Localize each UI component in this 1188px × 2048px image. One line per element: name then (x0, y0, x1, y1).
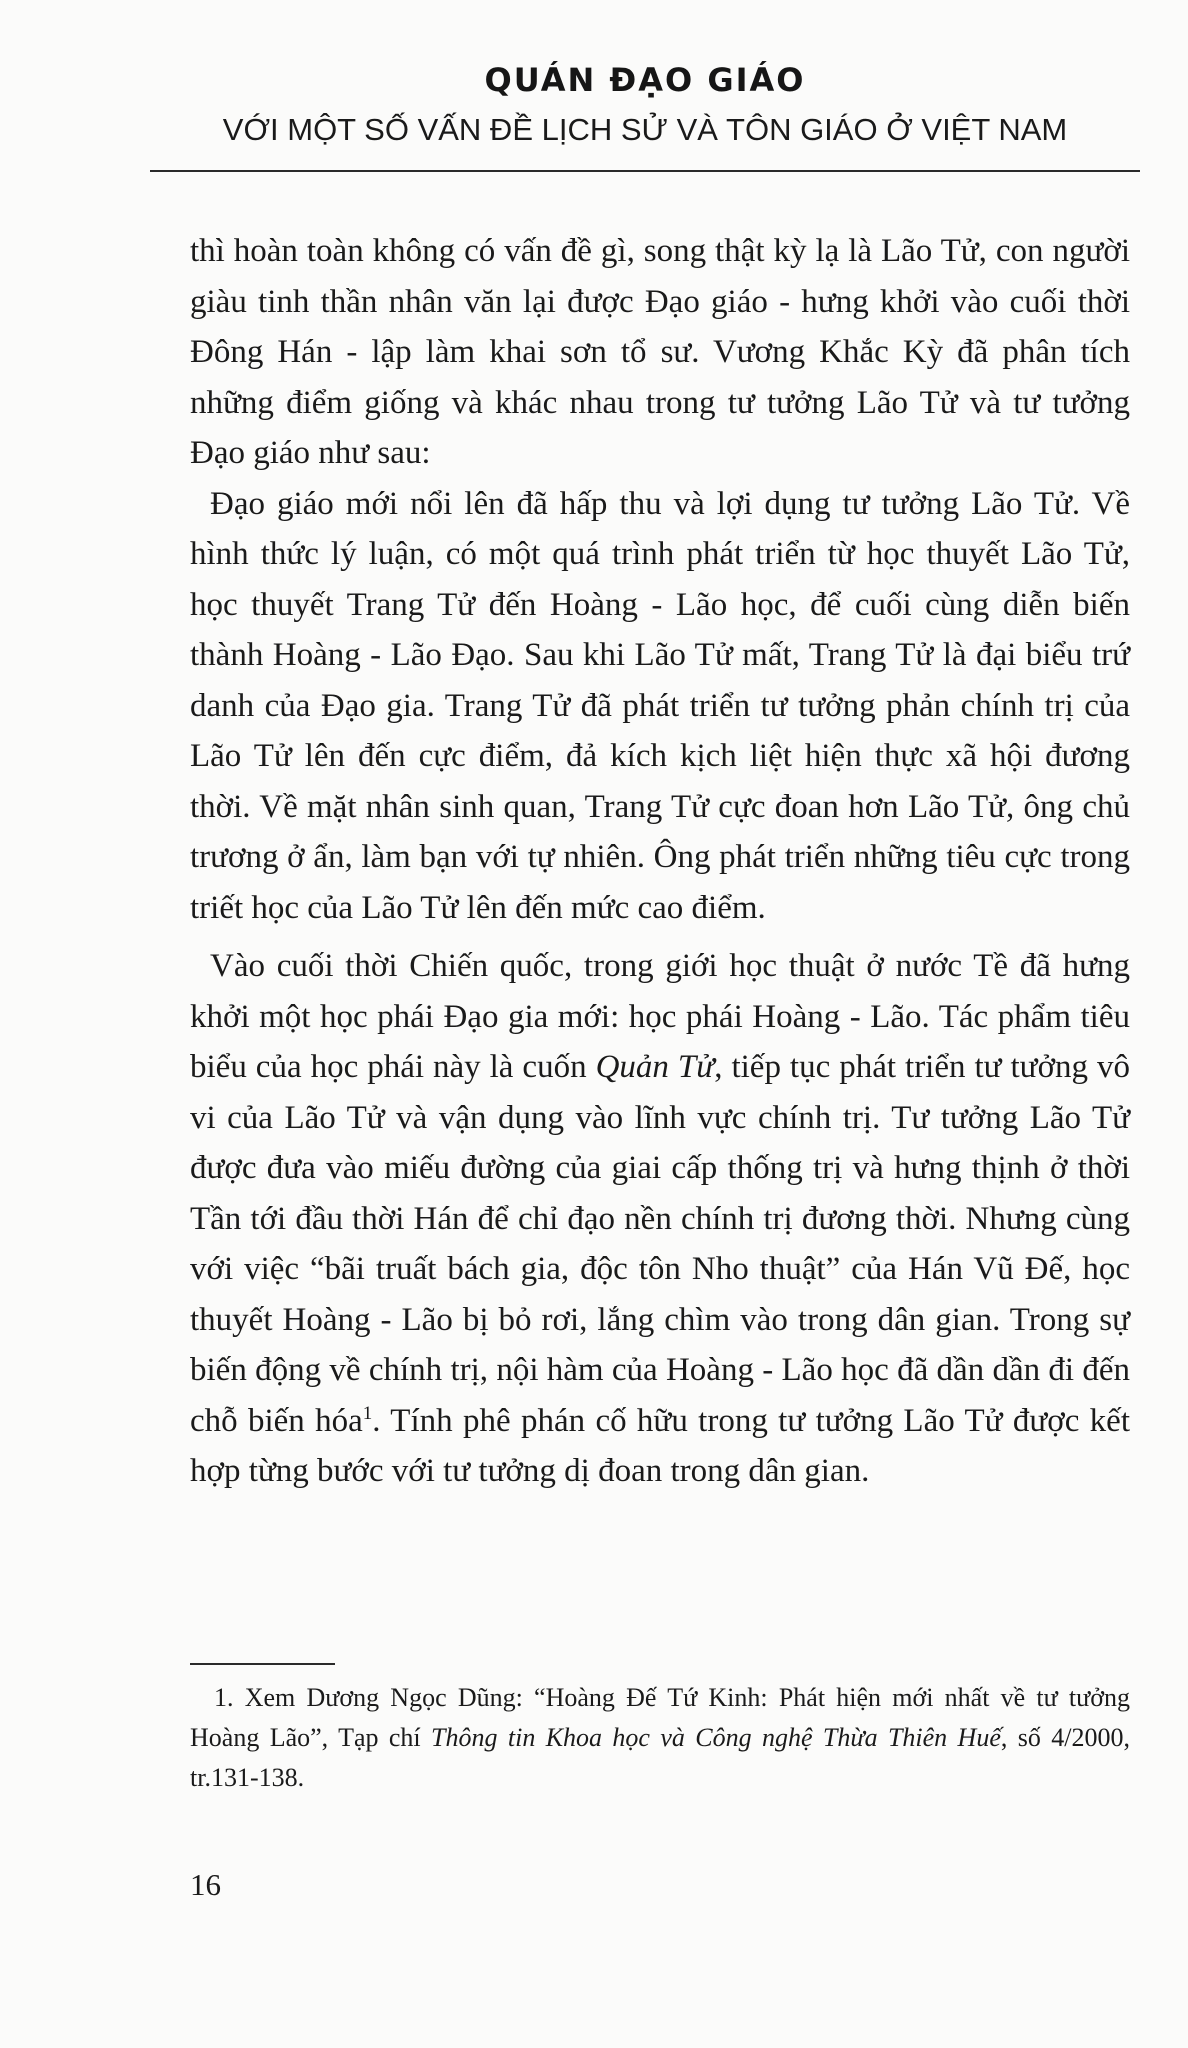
footnote-marker[interactable]: 1 (362, 1402, 373, 1424)
book-subtitle: VỚI MỘT SỐ VẤN ĐỀ LỊCH SỬ VÀ TÔN GIÁO Ở VIỆT NAM (222, 112, 1068, 147)
footnote-divider (190, 1663, 335, 1665)
paragraph-2: Đạo giáo mới nổi lên đã hấp thu và lợi dụng tư tưởng Lão Tử. Về hình thức lý luận, có một quá trình phát triển từ học thuyết Lão Tử, học thuyết Trang Tử đến Hoàng - Lão học, để cuối cùng diễn biến thành Hoàng - Lão Đạo. Sau khi Lão Tử mất, Trang Tử là đại biểu trứ danh của Đạo gia. Trang Tử đã phát triển tư tưởng phản chính trị của Lão Tử lên đến cực điểm, đả kích kịch liệt hiện thực xã hội đương thời. Về mặt nhân sinh quan, Trang Tử cực đoan hơn Lão Tử, ông chủ trương ở ẩn, làm bạn với tự nhiên. Ông phát triển những tiêu cực trong triết học của Lão Tử lên đến mức cao điểm. (190, 485, 1130, 926)
paragraph-3 (190, 941, 1130, 1497)
book-reference-quan-tu: Quản Tử (595, 1049, 715, 1085)
header-divider (150, 170, 1140, 172)
body-text (190, 226, 1130, 1497)
book-title: QUÁN ĐẠO GIÁO (484, 61, 806, 99)
journal-title: Thông tin Khoa học và Công nghệ Thừa Thiên Huế (431, 1723, 1001, 1752)
footnote-part-a: 1. Xem Dương Ngọc Dũng: “Hoàng Đế Tứ Kinh: Phát hiện mới nhất về tư tưởng Hoàng Lão”, Tạp chí (190, 1683, 1130, 1752)
footnote-part-b: , số 4/2000, tr.131-138. (190, 1723, 1130, 1792)
paragraph-1: thì hoàn toàn không có vấn đề gì, song thật kỳ lạ là Lão Tử, con người giàu tinh thần nhân văn lại được Đạo giáo - hưng khởi vào cuối thời Đông Hán - lập làm khai sơn tổ sư. Vương Khắc Kỳ đã phân tích những điểm giống và khác nhau trong tư tưởng Lão Tử và tư tưởng Đạo giáo như sau: (190, 233, 1130, 471)
paragraph-3-part-b: , tiếp tục phát triển tư tưởng vô vi của Lão Tử và vận dụng vào lĩnh vực chính trị. Tư tưởng Lão Tử được đưa vào miếu đường của giai cấp thống trị và hưng thịnh ở thời Tần tới đầu thời Hán để chỉ đạo nền chính trị đương thời. Nhưng cùng với việc “bãi truất bách gia, độc tôn Nho thuật” của Hán Vũ Đế, học thuyết Hoàng - Lão bị bỏ rơi, lắng chìm vào trong dân gian. Trong sự biến động về chính trị, nội hàm của Hoàng - Lão học đã dần dần đi đến chỗ biến hóa (190, 1049, 1131, 1439)
paragraph-3-part-a: Vào cuối thời Chiến quốc, trong giới học thuật ở nước Tề đã hưng khởi một học phái Đạo gia mới: học phái Hoàng - Lão. Tác phẩm tiêu biểu của học phái này là cuốn (190, 948, 1130, 1085)
page-number: 16 (190, 1867, 221, 1902)
footnote (190, 1678, 1130, 1798)
running-header (150, 60, 1140, 152)
footnote-1 (190, 1678, 1130, 1798)
paragraph-3-part-c: . Tính phê phán cố hữu trong tư tưởng Lão Tử được kết hợp từng bước với tư tưởng dị đoan trong dân gian. (190, 1402, 1130, 1489)
